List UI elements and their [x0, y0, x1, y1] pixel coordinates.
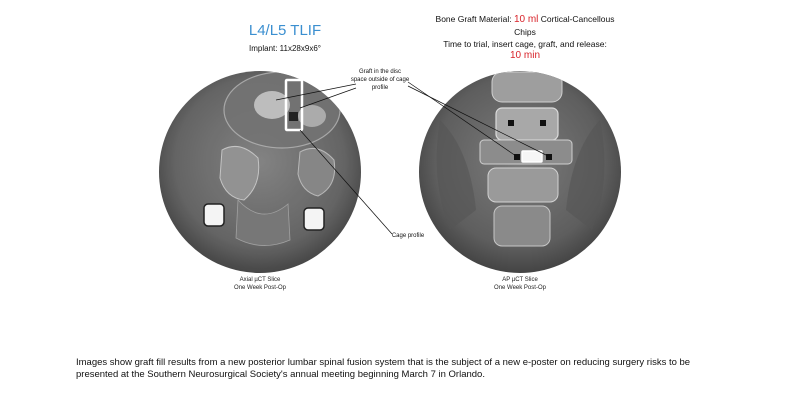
ap-slice-label	[470, 276, 570, 292]
ap-slice-title: AP µCT Slice	[502, 277, 538, 283]
graft-callout-line3: profile	[371, 85, 389, 91]
time-to-trial-label: Time to trial, insert cage, graft, and release:	[443, 39, 607, 49]
graft-material-prefix: Bone Graft Material:	[435, 14, 514, 24]
cage-profile-callout: Cage profile	[391, 233, 425, 239]
axial-slice-title: Axial µCT Slice	[239, 277, 281, 283]
ap-ct-slice	[419, 71, 621, 273]
axial-ct-slice	[159, 71, 361, 273]
time-value: 10 min	[509, 50, 540, 61]
axial-slice-label	[210, 276, 310, 292]
graft-amount: 10 ml	[513, 14, 539, 25]
graft-callout	[350, 68, 410, 92]
axial-slice-timing: One Week Post-Op	[234, 285, 286, 291]
implant-label: Implant: 11x28x9x6°	[249, 44, 321, 53]
graft-material-suffix: Cortical-Cancellous	[538, 14, 615, 24]
procedure-title: L4/L5 TLIF	[248, 22, 322, 39]
graft-callout-line2: space outside of cage	[350, 77, 410, 83]
graft-callout-line1: Graft in the disc	[358, 69, 402, 75]
graft-material-line	[395, 14, 655, 25]
graft-material-line2: Chips	[514, 27, 536, 37]
ap-slice-timing: One Week Post-Op	[494, 285, 546, 291]
figure-caption: Images show graft fill results from a new posterior lumbar spinal fusion system that is the subject of a new e-poster on reducing surgery risks to be presented at the Southern Neurosurgical Society's annual meeting beginning March 7 in Orlando.	[76, 357, 691, 380]
